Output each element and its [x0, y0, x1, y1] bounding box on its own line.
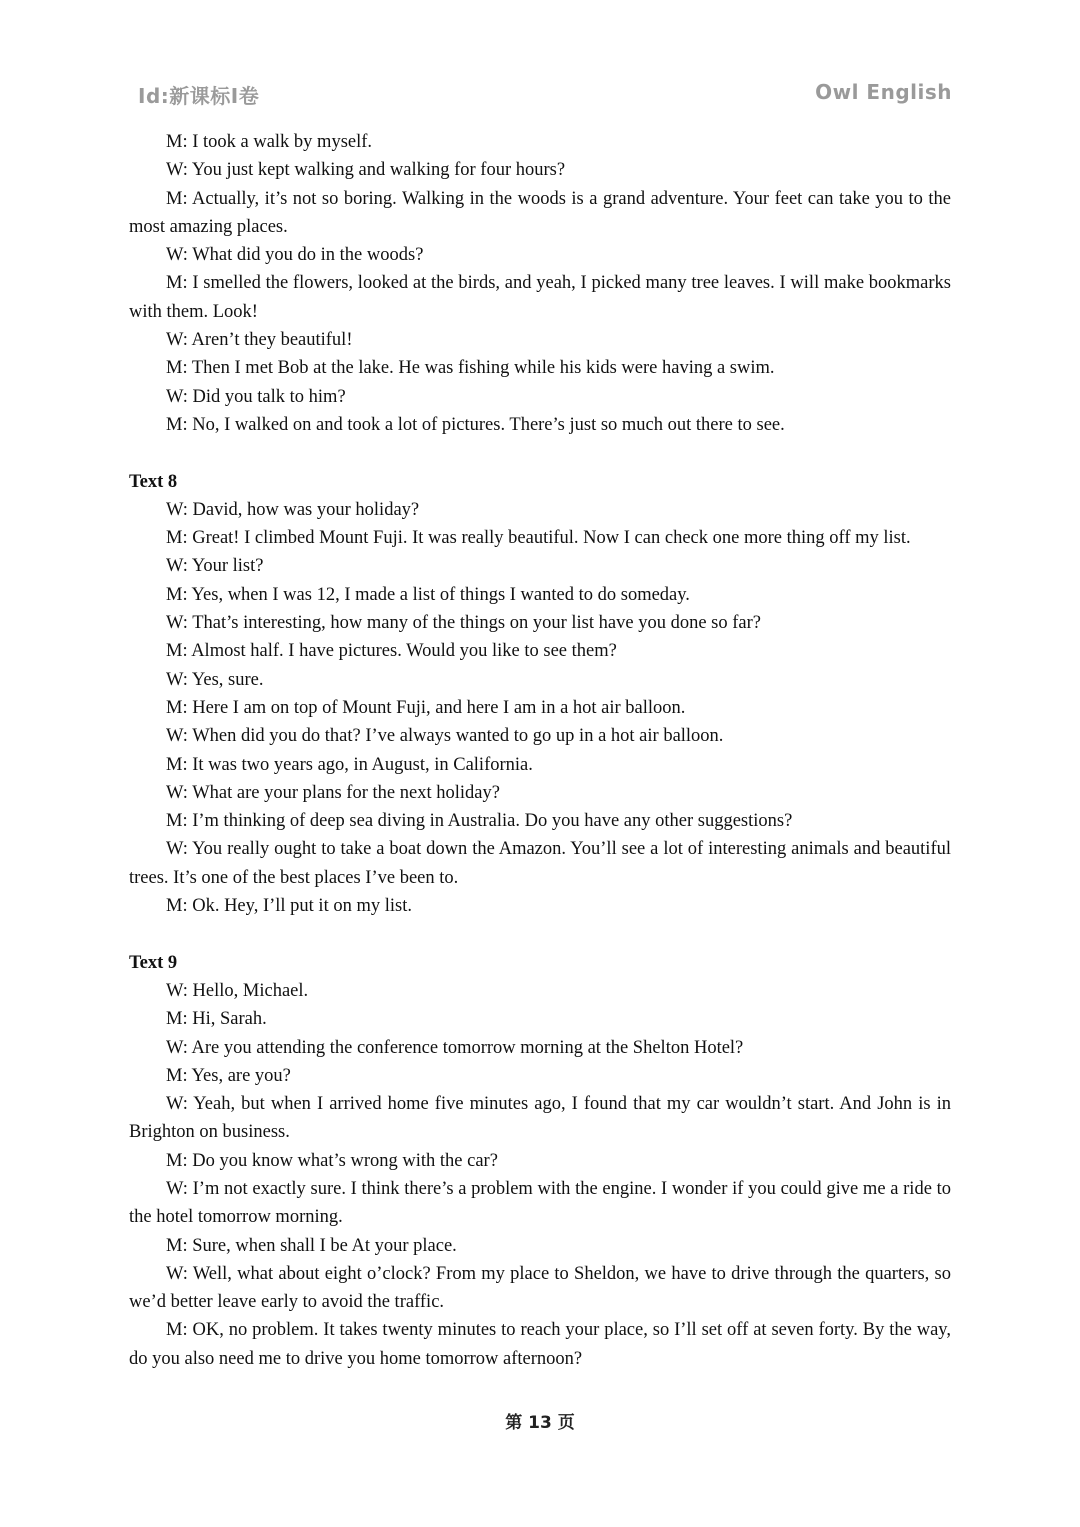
- dialogue-line: W: When did you do that? I’ve always wanted to go up in a hot air balloon.: [166, 726, 724, 747]
- header-brand-label: Owl English: [815, 80, 952, 104]
- dialogue-line: M: Ok. Hey, I’ll put it on my list.: [166, 896, 412, 917]
- dialogue-line: W: Aren’t they beautiful!: [166, 330, 353, 351]
- dialogue-block-text-9: [129, 949, 951, 1373]
- dialogue-line: M: Yes, when I was 12, I made a list of things I wanted to do someday.: [166, 584, 690, 605]
- dialogue-line: M: It was two years ago, in August, in California.: [166, 754, 533, 775]
- dialogue-line: M: I took a walk by myself.: [166, 132, 373, 152]
- dialogue-line: M: OK, no problem. It takes twenty minutes to reach your place, so I’ll set off at seven forty. By the way, do you also need me to drive you home tomorrow afternoon?: [129, 1320, 951, 1369]
- dialogue-line: W: Your list?: [166, 556, 264, 577]
- dialogue-line: W: What are your plans for the next holiday?: [166, 782, 500, 803]
- dialogue-line: M: Here I am on top of Mount Fuji, and here I am in a hot air balloon.: [166, 697, 686, 718]
- dialogue-line: M: Yes, are you?: [166, 1065, 291, 1086]
- dialogue-line: M: I smelled the flowers, looked at the birds, and yeah, I picked many tree leaves. I will make bookmarks with them. Look!: [129, 273, 951, 322]
- dialogue-line: M: Almost half. I have pictures. Would you like to see them?: [166, 641, 617, 662]
- dialogue-line: W: What did you do in the woods?: [166, 245, 424, 266]
- transcript-body: [129, 128, 951, 1373]
- dialogue-line: W: You really ought to take a boat down the Amazon. You’ll see a lot of interesting animals and beautiful trees. It’s one of the best places I’ve been to.: [129, 839, 951, 888]
- page-number: 第 13 页: [505, 1413, 575, 1433]
- dialogue-line: W: I’m not exactly sure. I think there’s a problem with the engine. I wonder if you could give me a ride to the hotel tomorrow morning.: [129, 1178, 951, 1228]
- dialogue-line: W: You just kept walking and walking for four hours?: [166, 160, 566, 181]
- page-header: [138, 80, 952, 110]
- dialogue-line: M: I’m thinking of deep sea diving in Australia. Do you have any other suggestions?: [166, 811, 793, 832]
- dialogue-line: M: Great! I climbed Mount Fuji. It was really beautiful. Now I can check one more thing off my list.: [166, 528, 911, 549]
- dialogue-block-continued: [129, 128, 951, 439]
- dialogue-line: W: That’s interesting, how many of the things on your list have you done so far?: [166, 613, 761, 634]
- dialogue-line: W: Hello, Michael.: [166, 980, 309, 1001]
- dialogue-line: W: Yeah, but when I arrived home five minutes ago, I found that my car wouldn’t start. And John is in Brighton on business.: [129, 1094, 951, 1143]
- dialogue-line: M: Hi, Sarah.: [166, 1009, 267, 1030]
- dialogue-line: W: Well, what about eight o’clock? From my place to Sheldon, we have to drive through the quarters, so we’d better leave early to avoid the traffic.: [129, 1263, 951, 1313]
- dialogue-line: W: Yes, sure.: [166, 669, 264, 690]
- dialogue-line: W: David, how was your holiday?: [166, 499, 420, 520]
- page-footer: [0, 1408, 1080, 1433]
- section-heading-text-9: Text 9: [129, 952, 178, 973]
- dialogue-line: M: No, I walked on and took a lot of pictures. There’s just so much out there to see.: [166, 414, 785, 435]
- header-id-label: Id:新课标I卷: [138, 84, 260, 108]
- section-heading-text-8: Text 8: [129, 471, 178, 492]
- dialogue-line: M: Sure, when shall I be At your place.: [166, 1235, 457, 1256]
- dialogue-line: M: Actually, it’s not so boring. Walking in the woods is a grand adventure. Your feet can take you to the most amazing places.: [129, 188, 951, 237]
- dialogue-line: W: Are you attending the conference tomorrow morning at the Shelton Hotel?: [166, 1037, 744, 1058]
- dialogue-line: M: Do you know what’s wrong with the car?: [166, 1150, 498, 1171]
- dialogue-line: W: Did you talk to him?: [166, 386, 346, 407]
- dialogue-block-text-8: [129, 468, 951, 921]
- dialogue-line: M: Then I met Bob at the lake. He was fishing while his kids were having a swim.: [166, 358, 775, 379]
